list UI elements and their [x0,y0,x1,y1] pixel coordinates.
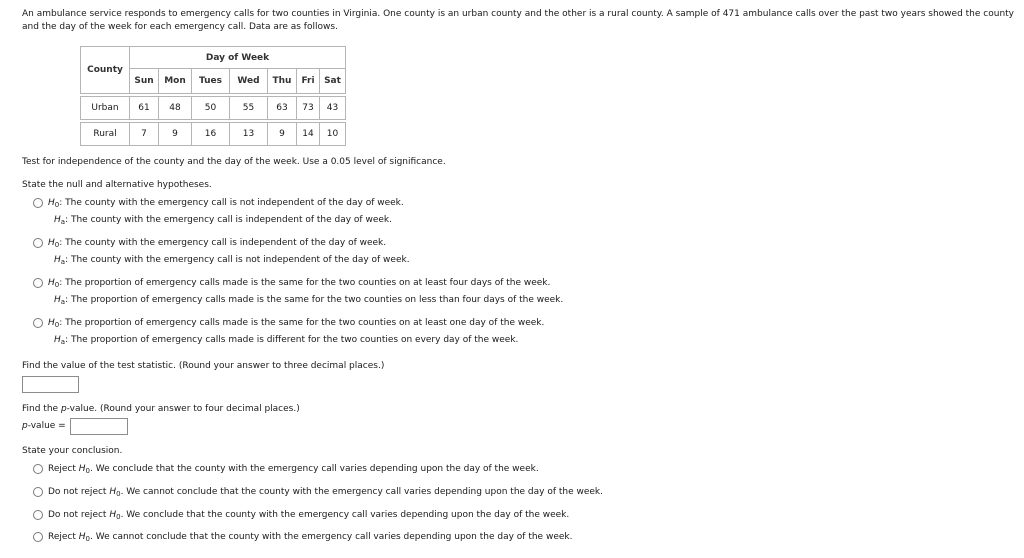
day-header: Thu [268,69,297,94]
conclusion-option-1-radio[interactable] [33,464,43,474]
hypothesis-option-3-ha: $H_a$: The proportion of emergency calls made is the same for the two counties on less than four days of the week. [54,295,564,306]
p-value-input[interactable] [70,418,128,435]
table-row [81,97,346,120]
hypothesis-option-4-ha: $H_a$: The proportion of emergency calls made is different for the two counties on every day of the week. [54,335,519,346]
hypothesis-option-1-ha: $H_a$: The county with the emergency call is independent of the day of week. [54,215,392,226]
table-cell: 7 [130,123,159,146]
hypothesis-option-4-radio[interactable] [33,318,43,328]
conclusion-option-4-radio[interactable] [33,532,43,542]
conclusion-option-3-text: Do not reject $H_0$. We conclude that the county with the emergency call varies depending upon the day of the week. [48,510,570,521]
row-label: Urban [81,97,130,120]
table-cell: 13 [230,123,268,146]
day-header: Tues [192,69,230,94]
day-header: Sun [130,69,159,94]
table-cell: 14 [297,123,320,146]
table-cell: 16 [192,123,230,146]
p-value-label: p-value = [22,421,66,431]
conclusion-option-2-text: Do not reject $H_0$. We cannot conclude that the county with the emergency call varies depending upon the day of the week. [48,487,604,498]
hypothesis-option-1-h0: $H_0$: The county with the emergency call is not independent of the day of week. [48,198,404,209]
hypothesis-option-3-h0: $H_0$: The proportion of emergency calls made is the same for the two counties on at least four days of the week. [48,278,551,289]
table-cell: 10 [320,123,346,146]
hypothesis-option-2-h0: $H_0$: The county with the emergency call is independent of the day of week. [48,238,387,249]
hypothesis-option-2-radio[interactable] [33,238,43,248]
table-cell: 9 [159,123,192,146]
table-cell: 55 [230,97,268,120]
hypothesis-option-2-ha: $H_a$: The county with the emergency call is not independent of the day of week. [54,255,410,266]
table-cell: 43 [320,97,346,120]
conclusion-option-1-text: Reject $H_0$. We conclude that the county with the emergency call varies depending upon the day of the week. [48,464,539,475]
row-label: Rural [81,123,130,146]
table-cell: 48 [159,97,192,120]
table-cell: 63 [268,97,297,120]
hypothesis-option-4-h0: $H_0$: The proportion of emergency calls made is the same for the two counties on at least one day of the week. [48,318,545,329]
day-of-week-header: Day of Week [130,47,346,69]
task-text: Test for independence of the county and the day of the week. Use a 0.05 level of significance. [22,157,446,167]
test-statistic-prompt: Find the value of the test statistic. (Round your answer to three decimal places.) [22,361,385,371]
conclusion-option-4-text: Reject $H_0$. We cannot conclude that the county with the emergency call varies depending upon the day of the week. [48,532,573,543]
conclusion-option-2-radio[interactable] [33,487,43,497]
hypotheses-prompt: State the null and alternative hypotheses. [22,180,212,190]
hypothesis-option-1-radio[interactable] [33,198,43,208]
table-cell: 73 [297,97,320,120]
day-header: Wed [230,69,268,94]
test-statistic-input[interactable] [22,376,79,393]
conclusion-option-3-radio[interactable] [33,510,43,520]
day-header: Mon [159,69,192,94]
day-header: Fri [297,69,320,94]
problem-intro: An ambulance service responds to emergency calls for two counties in Virginia. One county is an urban county and the other is a rural county. A sample of 471 ambulance calls over the past two years showed the county and the day of the week for each emergency call. Data are as follows. [22,9,1014,32]
table-cell: 50 [192,97,230,120]
day-header: Sat [320,69,346,94]
conclusion-prompt: State your conclusion. [22,446,123,456]
p-value-prompt: Find the p-value. (Round your answer to four decimal places.) [22,404,300,414]
hypothesis-option-3-radio[interactable] [33,278,43,288]
table-row [81,123,346,146]
contingency-table [80,46,346,146]
county-header: County [81,47,130,94]
table-cell: 9 [268,123,297,146]
table-cell: 61 [130,97,159,120]
